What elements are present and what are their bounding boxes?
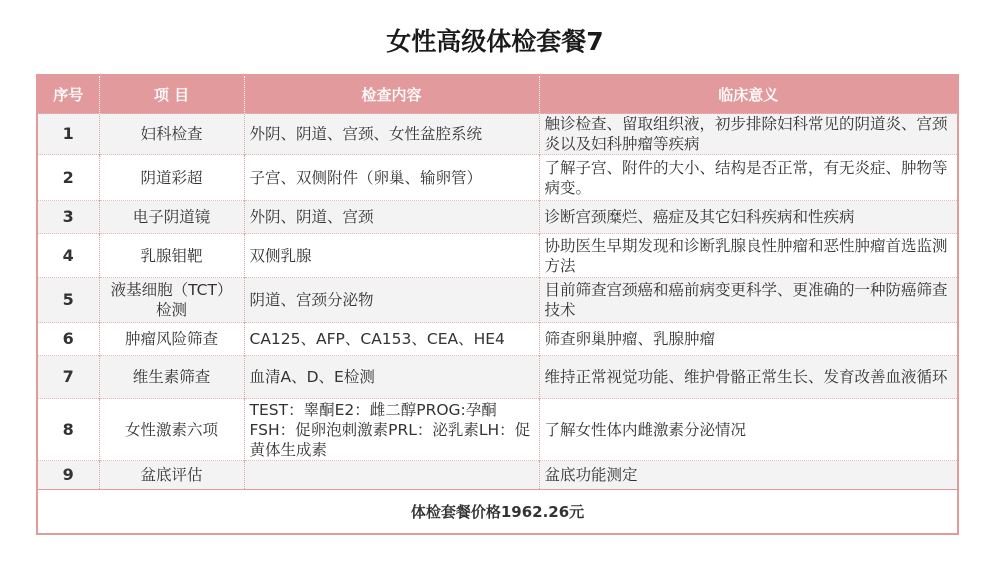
row-item: 阴道彩超 (99, 155, 244, 201)
row-item: 妇科检查 (99, 114, 244, 155)
table-row (37, 278, 958, 323)
row-number: 9 (37, 461, 99, 490)
row-meaning: 了解女性体内雌激素分泌情况 (539, 399, 958, 461)
table-row (37, 155, 958, 201)
table-row (37, 201, 958, 234)
row-meaning: 筛查卵巢肿瘤、乳腺肿瘤 (539, 323, 958, 356)
row-content: 血清A、D、E检测 (244, 356, 539, 399)
row-number: 2 (37, 155, 99, 201)
row-item: 液基细胞（TCT）检测 (99, 278, 244, 323)
row-number: 8 (37, 399, 99, 461)
row-content: 子宫、双侧附件（卵巢、输卵管） (244, 155, 539, 201)
row-item: 盆底评估 (99, 461, 244, 490)
package-price: 体检套餐价格1962.26元 (37, 490, 958, 535)
row-item: 肿瘤风险筛查 (99, 323, 244, 356)
header-meaning: 临床意义 (539, 75, 958, 114)
row-item: 维生素筛查 (99, 356, 244, 399)
row-meaning: 触诊检查、留取组织液，初步排除妇科常见的阴道炎、宫颈炎以及妇科肿瘤等疾病 (539, 114, 958, 155)
row-meaning: 诊断宫颈糜烂、癌症及其它妇科疾病和性疾病 (539, 201, 958, 234)
row-number: 4 (37, 234, 99, 278)
row-content: 阴道、宫颈分泌物 (244, 278, 539, 323)
row-meaning: 协助医生早期发现和诊断乳腺良性肿瘤和恶性肿瘤首选监测方法 (539, 234, 958, 278)
header-item: 项 目 (99, 75, 244, 114)
table-row (37, 234, 958, 278)
row-content: CA125、AFP、CA153、CEA、HE4 (244, 323, 539, 356)
row-item: 乳腺钼靶 (99, 234, 244, 278)
table-row (37, 114, 958, 155)
row-content: 双侧乳腺 (244, 234, 539, 278)
table-row (37, 399, 958, 461)
row-number: 7 (37, 356, 99, 399)
row-item: 女性激素六项 (99, 399, 244, 461)
row-content: TEST：睾酮E2：雌二醇PROG:孕酮FSH：促卵泡刺激素PRL：泌乳素LH：促黄体生成素 (244, 399, 539, 461)
row-number: 1 (37, 114, 99, 155)
checkup-package-table (36, 74, 959, 535)
row-meaning: 了解子宫、附件的大小、结构是否正常，有无炎症、肿物等病变。 (539, 155, 958, 201)
row-number: 6 (37, 323, 99, 356)
table-header-row (37, 75, 958, 114)
row-content: 外阴、阴道、宫颈 (244, 201, 539, 234)
row-content: 外阴、阴道、宫颈、女性盆腔系统 (244, 114, 539, 155)
header-content: 检查内容 (244, 75, 539, 114)
table-row (37, 461, 958, 490)
row-item: 电子阴道镜 (99, 201, 244, 234)
table-row (37, 323, 958, 356)
page-title: 女性高级体检套餐7 (386, 27, 604, 56)
row-meaning: 盆底功能测定 (539, 461, 958, 490)
row-number: 3 (37, 201, 99, 234)
price-row (37, 490, 958, 535)
row-meaning: 目前筛查宫颈癌和癌前病变更科学、更准确的一种防癌筛查技术 (539, 278, 958, 323)
row-number: 5 (37, 278, 99, 323)
row-meaning: 维持正常视觉功能、维护骨骼正常生长、发育改善血液循环 (539, 356, 958, 399)
table-row (37, 356, 958, 399)
header-number: 序号 (37, 75, 99, 114)
row-content (244, 461, 539, 490)
